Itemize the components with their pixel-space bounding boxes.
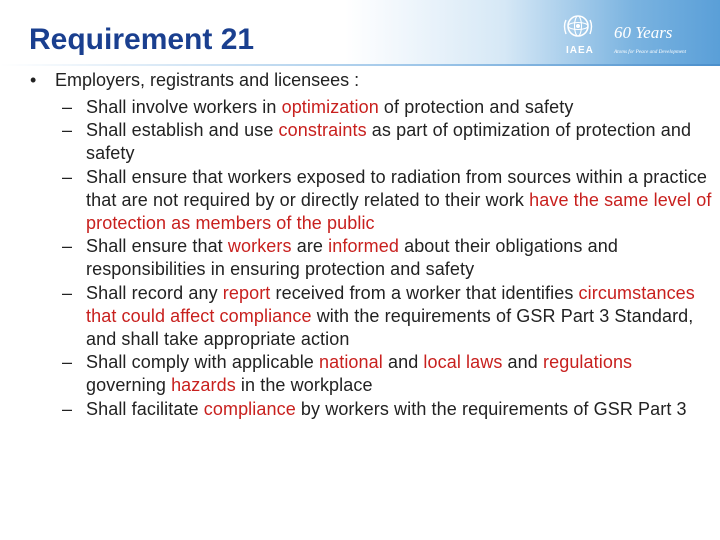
sub-bullet-item — [62, 166, 712, 236]
dash-marker: – — [62, 120, 73, 141]
highlighted-text: have the same level of protection as members of the public — [86, 189, 712, 234]
main-bullet — [30, 70, 359, 91]
body-text: Shall facilitate — [86, 398, 204, 419]
sub-bullet-list — [62, 96, 712, 421]
sub-bullet-item — [62, 119, 712, 165]
logo-org-text: IAEA — [566, 45, 594, 56]
highlighted-text: compliance — [203, 398, 296, 419]
body-text: Shall comply with applicable — [86, 352, 320, 373]
body-text: about their obligations and responsibilities in ensuring protection and safety — [86, 236, 618, 280]
dash-marker: – — [62, 97, 73, 117]
highlighted-text: constraints — [278, 120, 367, 141]
body-text: and — [382, 352, 424, 373]
main-bullet-text: Employers, registrants and licensees : — [55, 70, 360, 90]
dash-marker: – — [62, 352, 73, 373]
sub-bullet-item — [62, 235, 712, 281]
dash-marker: – — [62, 236, 73, 257]
sub-bullet-item — [62, 96, 712, 119]
dash-marker: – — [62, 282, 73, 303]
body-text: of protection and safety — [378, 97, 574, 117]
body-text: governing — [86, 375, 172, 396]
sub-bullet-item — [62, 282, 712, 352]
body-text: as part of optimization of protection and safety — [86, 120, 692, 164]
sub-bullet-item — [62, 351, 712, 397]
sub-bullet-item — [62, 398, 712, 421]
logo-tagline-text: Atoms for Peace and Development — [614, 49, 687, 55]
body-text: in the workplace — [235, 375, 373, 396]
highlighted-text: hazards — [171, 375, 236, 396]
iaea-logo — [562, 10, 712, 58]
highlighted-text: circumstances that could affect compliance — [86, 282, 695, 326]
body-text: Shall ensure that — [86, 236, 228, 257]
dash-marker: – — [62, 166, 73, 187]
body-text: with the requirements of GSR Part 3 Standard, and shall take appropriate action — [86, 305, 694, 350]
logo-anniversary-text: 60 Years — [614, 23, 673, 42]
body-text: Shall ensure that workers exposed to radiation from sources within a practice that are not required by or directly related to their work — [86, 166, 708, 210]
body-text: and — [502, 352, 543, 373]
bullet-marker: • — [30, 70, 37, 90]
body-text: received from a worker that identifies — [270, 282, 579, 303]
body-text: Shall record any — [86, 282, 223, 303]
body-text: are — [291, 236, 329, 257]
body-text: by workers with the requirements of GSR Part 3 — [295, 398, 687, 419]
highlighted-text: informed — [328, 236, 399, 257]
highlighted-text: local laws — [423, 352, 503, 373]
title-divider — [0, 64, 720, 66]
dash-marker: – — [62, 398, 73, 419]
slide-title: Requirement 21 — [29, 23, 255, 56]
iaea-emblem-icon — [565, 16, 592, 36]
body-text: Shall involve workers in — [86, 97, 282, 117]
highlighted-text: national — [319, 352, 383, 373]
highlighted-text: optimization — [281, 97, 379, 117]
highlighted-text: report — [222, 282, 271, 303]
highlighted-text: regulations — [543, 352, 633, 373]
highlighted-text: workers — [227, 236, 292, 257]
body-text: Shall establish and use — [86, 120, 279, 141]
